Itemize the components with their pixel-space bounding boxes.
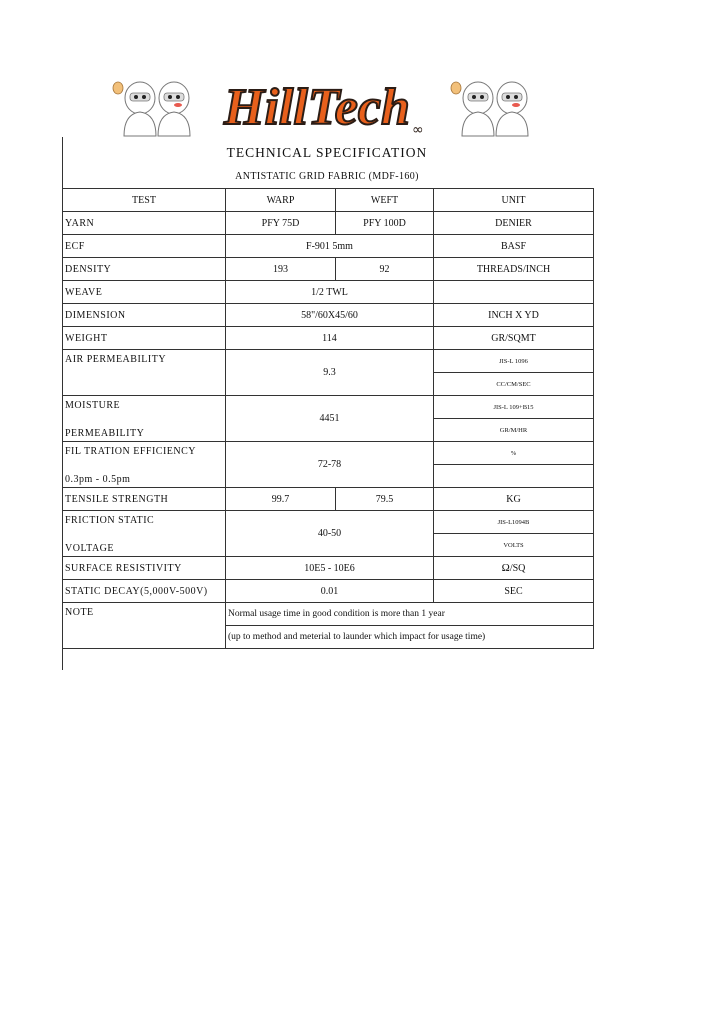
note-label: NOTE (65, 607, 94, 618)
table-row-yarn (63, 211, 593, 234)
decay-unit: SEC (433, 580, 593, 602)
yarn-warp: PFY 75D (225, 212, 335, 234)
dimension-unit: INCH X YD (433, 304, 593, 326)
spec-table (62, 188, 594, 649)
table-row-weave (63, 280, 593, 303)
table-row-tensile (63, 487, 593, 510)
friction-unit-standard: JIS-L1094B (497, 518, 530, 526)
moisture-unit: GR/M/HR (434, 418, 593, 441)
weight-value: 114 (225, 327, 433, 349)
surface-label: SURFACE RESISTIVITY (65, 562, 182, 574)
weave-unit (433, 281, 593, 303)
tensile-label: TENSILE STRENGTH (65, 493, 169, 505)
header-unit: UNIT (433, 189, 593, 211)
air-value: 9.3 (225, 350, 433, 395)
hilltech-logo (218, 72, 436, 138)
friction-label: FRICTION STATIC (65, 515, 155, 526)
document-title: TECHNICAL SPECIFICATION (226, 145, 428, 160)
note-cell (225, 603, 593, 648)
air-label: AIR PERMEABILITY (65, 354, 167, 365)
table-row-decay (63, 579, 593, 602)
filtration-label-cell (63, 442, 225, 487)
table-row-surface (63, 556, 593, 579)
document-subtitle: ANTISTATIC GRID FABRIC (MDF-160) (235, 171, 419, 182)
cleanroom-mascots-icon (110, 76, 202, 138)
density-warp: 193 (225, 258, 335, 280)
friction-value: 40-50 (225, 511, 433, 556)
table-row-note (63, 602, 593, 648)
weave-value: 1/2 TWL (225, 281, 433, 303)
moisture-label-cont: PERMEABILITY (65, 428, 145, 439)
logo-wordmark: HillTech (224, 79, 410, 136)
density-weft: 92 (335, 258, 433, 280)
weight-label: WEIGHT (65, 332, 108, 344)
table-row-friction (63, 510, 593, 556)
table-row-ecf (63, 234, 593, 257)
friction-unit: VOLTS (434, 533, 593, 556)
ecf-unit: BASF (433, 235, 593, 257)
tensile-warp: 99.7 (225, 488, 335, 510)
table-row-filtration (63, 441, 593, 487)
filtration-value: 72-78 (225, 442, 433, 487)
filtration-unit: % (510, 449, 517, 457)
moisture-value: 4451 (225, 396, 433, 441)
ecf-label: ECF (65, 240, 85, 252)
moisture-label-cell (63, 396, 225, 441)
air-unit-cell (433, 350, 593, 395)
note-line-1: Normal usage time in good condition is more than 1 year (228, 609, 445, 619)
tensile-unit: KG (433, 488, 593, 510)
ecf-value: F-901 5mm (225, 235, 433, 257)
filtration-label: FIL TRATION EFFICIENCY (65, 446, 197, 457)
table-row-air-permeability (63, 349, 593, 395)
decay-label: STATIC DECAY(5,000V-500V) (65, 585, 208, 597)
filtration-unit-empty (434, 464, 593, 487)
moisture-label: MOISTURE (65, 400, 121, 411)
density-label: DENSITY (65, 263, 112, 275)
note-line-2: (up to method and meterial to launder which impact for usage time) (226, 625, 593, 648)
table-row-weight (63, 326, 593, 349)
table-row-dimension (63, 303, 593, 326)
surface-value: 10E5 - 10E6 (225, 557, 433, 579)
filtration-unit-cell (433, 442, 593, 487)
header-weft: WEFT (335, 189, 433, 211)
friction-label-cont: VOLTAGE (65, 543, 114, 554)
dimension-value: 58"/60X45/60 (225, 304, 433, 326)
friction-unit-cell (433, 511, 593, 556)
filtration-range: 0.3pm - 0.5pm (65, 474, 131, 485)
yarn-label: YARN (65, 217, 95, 229)
dimension-label: DIMENSION (65, 309, 126, 321)
surface-unit (433, 557, 593, 579)
table-row-density (63, 257, 593, 280)
yarn-weft: PFY 100D (335, 212, 433, 234)
friction-label-cell (63, 511, 225, 556)
surface-unit-suffix: /SQ (509, 562, 526, 574)
header-warp: WARP (225, 189, 335, 211)
table-header-row (63, 189, 593, 211)
header-test: TEST (132, 194, 156, 206)
decay-value: 0.01 (225, 580, 433, 602)
weave-label: WEAVE (65, 286, 103, 298)
cleanroom-mascots-icon (448, 76, 540, 138)
tensile-weft: 79.5 (335, 488, 433, 510)
moisture-unit-cell (433, 396, 593, 441)
moisture-unit-standard: JIS-L 109+B15 (493, 403, 534, 411)
table-row-moisture (63, 395, 593, 441)
logo-infinity-mark: ∞ (412, 122, 424, 138)
density-unit: THREADS/INCH (433, 258, 593, 280)
weight-unit: GR/SQMT (433, 327, 593, 349)
yarn-unit: DENIER (433, 212, 593, 234)
air-unit-standard: JIS-L 1096 (499, 357, 528, 365)
ohm-symbol-icon: Ω (501, 562, 510, 574)
air-unit: CC/CM/SEC (434, 372, 593, 395)
